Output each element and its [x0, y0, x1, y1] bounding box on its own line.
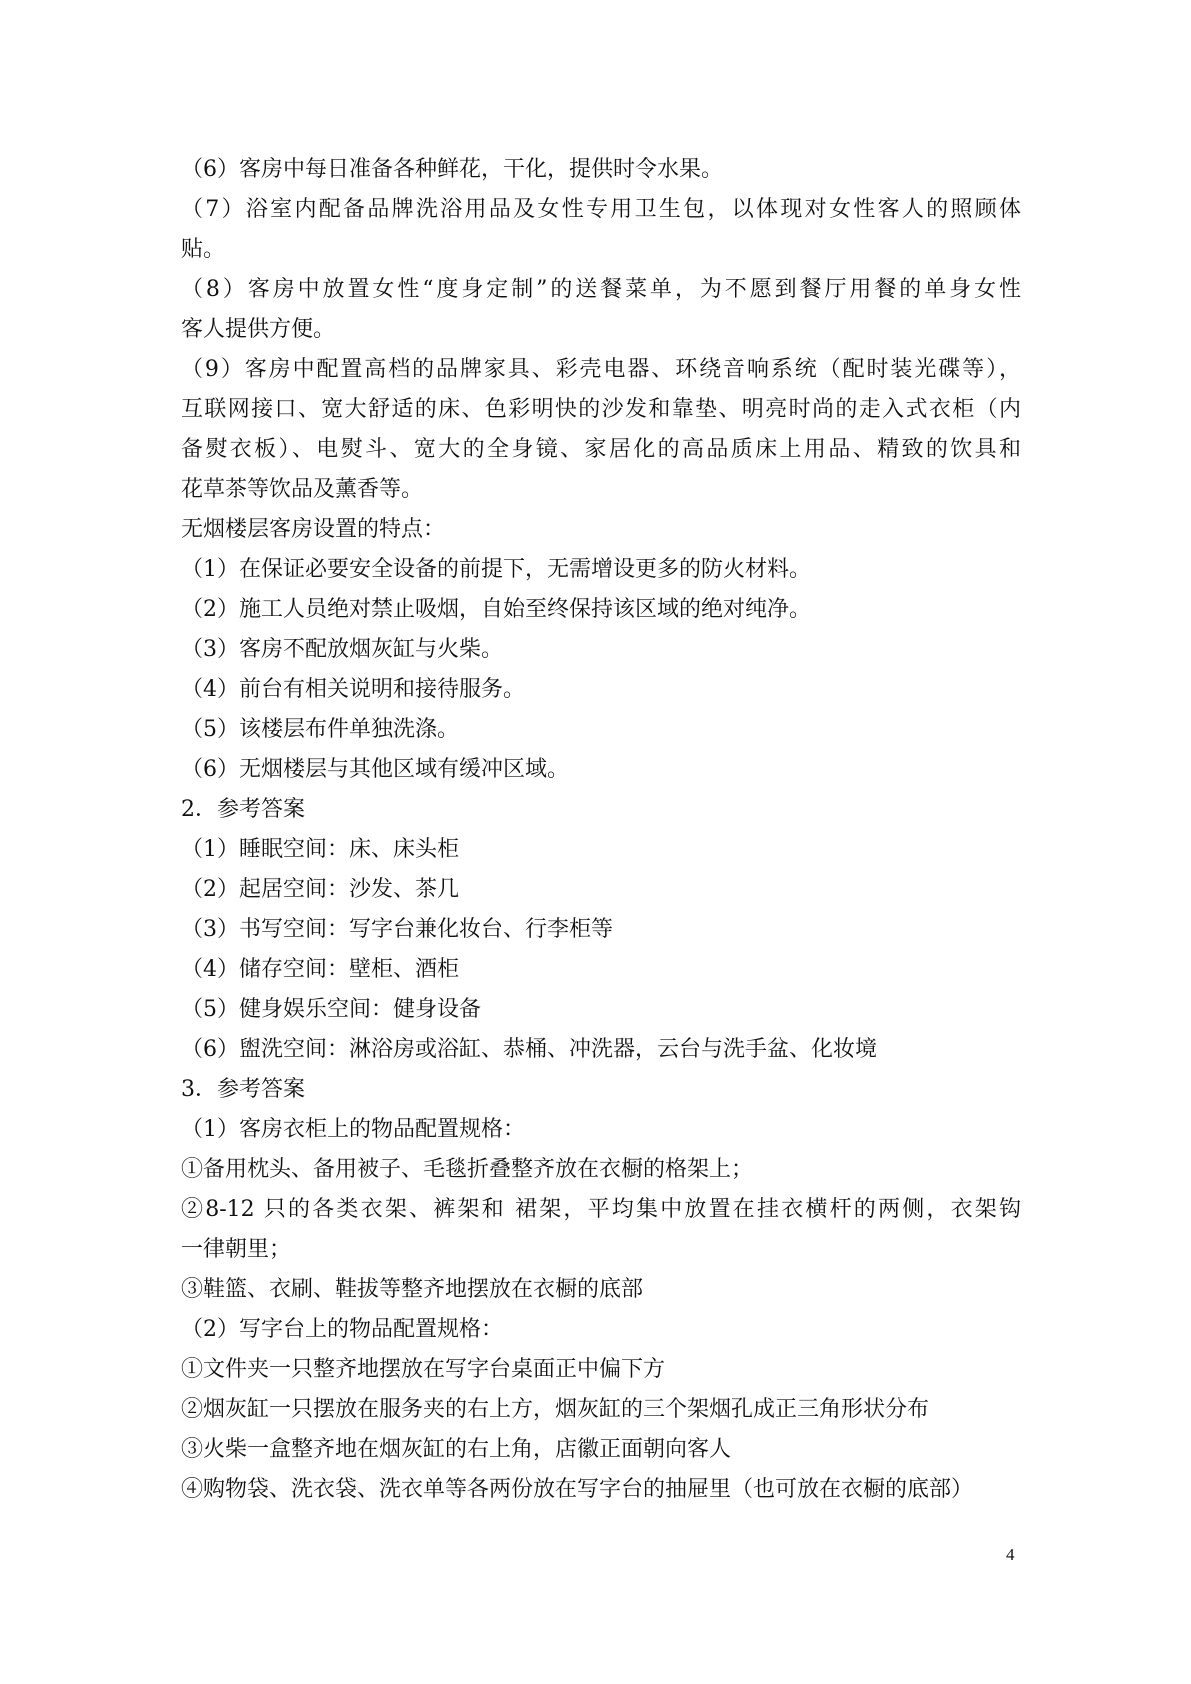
text-line: 备熨衣板）、电熨斗、宽大的全身镜、家居化的高品质床上用品、精致的饮具和 — [181, 437, 1021, 462]
text-line: 客人提供方便。 — [181, 317, 336, 342]
text-line: 花草茶等饮品及薰香等。 — [181, 477, 424, 502]
text-line: 贴。 — [181, 237, 226, 262]
text-line: （5）健身娱乐空间：健身设备 — [181, 997, 481, 1022]
text-line: （2）写字台上的物品配置规格： — [181, 1317, 503, 1342]
text-line: （1）在保证必要安全设备的前提下，无需增设更多的防火材料。 — [181, 557, 811, 582]
text-line: ②8-12 只的各类衣架、裤架和 裙架，平均集中放置在挂衣横杆的两侧，衣架钩 — [181, 1197, 1021, 1222]
section-heading: 无烟楼层客房设置的特点： — [181, 517, 446, 542]
text-line: （2）施工人员绝对禁止吸烟，自始至终保持该区域的绝对纯净。 — [181, 597, 811, 622]
text-line: ②烟灰缸一只摆放在服务夹的右上方，烟灰缸的三个架烟孔成正三角形状分布 — [181, 1397, 930, 1422]
text-line: （7）浴室内配备品牌洗浴用品及女性专用卫生包，以体现对女性客人的照顾体 — [181, 197, 1021, 222]
text-line: （4）前台有相关说明和接待服务。 — [181, 677, 525, 702]
text-line: （1）客房衣柜上的物品配置规格： — [181, 1117, 525, 1142]
text-line: ③火柴一盒整齐地在烟灰缸的右上角，店徽正面朝向客人 — [181, 1437, 732, 1462]
text-line: （6）无烟楼层与其他区域有缓冲区域。 — [181, 757, 569, 782]
text-line: 互联网接口、宽大舒适的床、色彩明快的沙发和靠垫、明亮时尚的走入式衣柜（内 — [181, 397, 1021, 422]
text-line: （9）客房中配置高档的品牌家具、彩壳电器、环绕音响系统（配时装光碟等）， — [181, 357, 1021, 382]
text-line: （4）储存空间：壁柜、酒柜 — [181, 957, 459, 982]
text-line: ④购物袋、洗衣袋、洗衣单等各两份放在写字台的抽屉里（也可放在衣橱的底部） — [181, 1477, 974, 1502]
section-heading: 3．参考答案 — [181, 1077, 305, 1102]
text-line: ①文件夹一只整齐地摆放在写字台桌面正中偏下方 — [181, 1357, 666, 1382]
text-line: （5）该楼层布件单独洗涤。 — [181, 717, 459, 742]
text-line: （6）盥洗空间：淋浴房或浴缸、恭桶、冲洗器，云台与洗手盆、化妆境 — [181, 1037, 877, 1062]
section-heading: 2．参考答案 — [181, 797, 305, 822]
page-number: 4 — [1006, 1545, 1015, 1564]
text-line: （3）客房不配放烟灰缸与火柴。 — [181, 637, 503, 662]
text-line: （3）书写空间：写字台兼化妆台、行李柜等 — [181, 917, 613, 942]
text-line: ③鞋篮、衣刷、鞋拔等整齐地摆放在衣橱的底部 — [181, 1277, 644, 1302]
text-line: 一律朝里； — [181, 1237, 292, 1262]
text-line: （8）客房中放置女性“度身定制”的送餐菜单，为不愿到餐厅用餐的单身女性 — [181, 277, 1021, 302]
text-line: （1）睡眠空间：床、床头柜 — [181, 837, 459, 862]
text-line: ①备用枕头、备用被子、毛毯折叠整齐放在衣橱的格架上； — [181, 1157, 754, 1182]
text-line: （6）客房中每日准备各种鲜花，干化，提供时令水果。 — [181, 157, 723, 182]
document-body — [181, 150, 1021, 1510]
text-line: （2）起居空间：沙发、茶几 — [181, 877, 459, 902]
